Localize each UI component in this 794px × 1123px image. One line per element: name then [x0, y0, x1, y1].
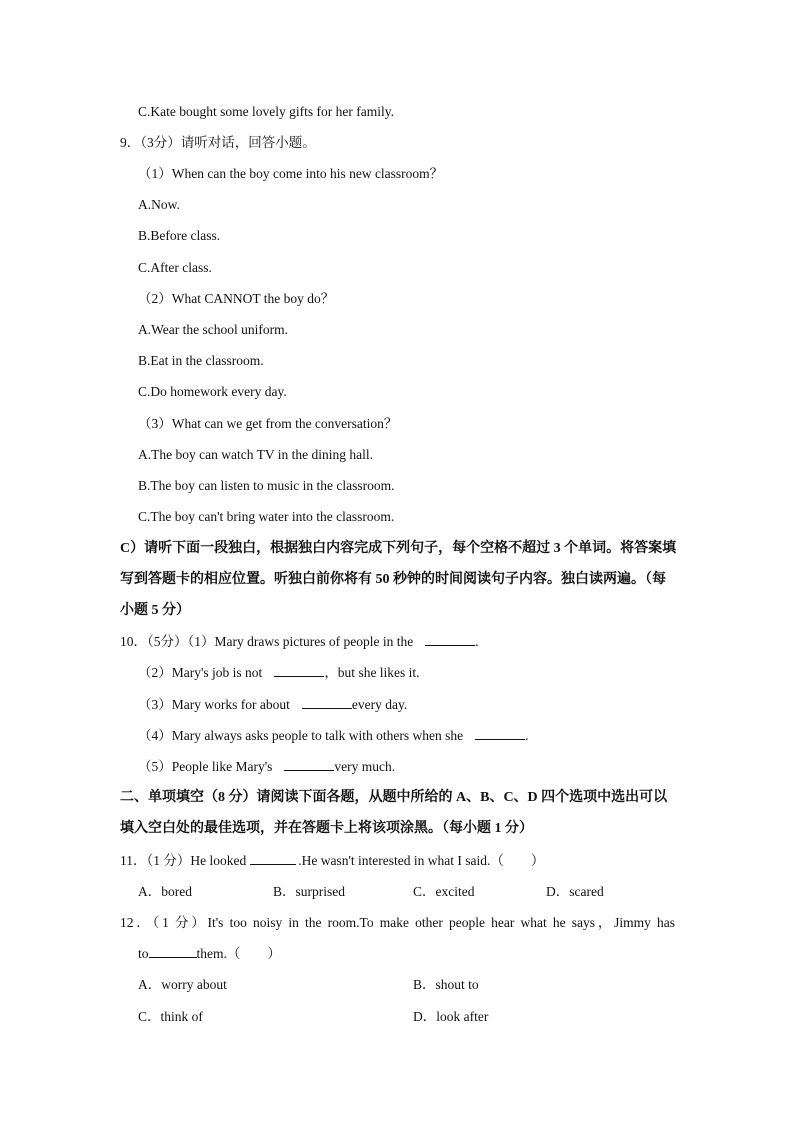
- q11-option-b: B．surprised: [273, 884, 345, 899]
- q11-stem-end: .He wasn't interested in what I said.（ ）: [298, 853, 545, 868]
- answer-blank: [475, 727, 525, 740]
- q10-sentence-2: [138, 664, 420, 682]
- section-2-instruction-line1: 二、单项填空（8 分）请阅读下面各题，从题中所给的 A、B、C、D 四个选项中选出可以: [120, 790, 668, 805]
- q12-option-a: A．worry about: [138, 977, 227, 992]
- q10-s5-end: very much.: [334, 759, 396, 774]
- q9-sub1-option-b: B.Before class.: [138, 228, 221, 243]
- q11-stem-text: 11．（1 分）He looked: [120, 853, 247, 868]
- answer-blank: [284, 758, 334, 771]
- q10-s3-end: every day.: [351, 697, 408, 712]
- section-c-instruction-line1: C）请听下面一段独白，根据独白内容完成下列句子，每个空格不超过 3 个单词。将答案填: [120, 541, 677, 556]
- q10-sentence-3: [138, 696, 407, 714]
- q12-option-c: C．think of: [138, 1009, 203, 1024]
- q10-s1-text: 10．（5分）（1）Mary draws pictures of people in the: [120, 634, 414, 649]
- q12-stem-end: them.（ ）: [196, 946, 281, 961]
- q9-sub3-option-a: A.The boy can watch TV in the dining hall.: [138, 447, 373, 462]
- section-c-instruction-line2: 写到答题卡的相应位置。听独白前你将有 50 秒钟的时间阅读句子内容。独白读两遍。（每: [120, 572, 666, 587]
- q11-option-d: D．scared: [546, 884, 604, 899]
- q9-sub2-stem: （2）What CANNOT the boy do？: [138, 291, 335, 306]
- q10-s4-text: （4）Mary always asks people to talk with others when she: [138, 728, 464, 743]
- q12-option-b: B．shout to: [413, 977, 479, 992]
- q12-stem-text: to: [138, 946, 149, 961]
- q12-option-d: D．look after: [413, 1009, 489, 1024]
- answer-blank: [302, 696, 352, 709]
- q10-sentence-4: [138, 727, 528, 745]
- q9-sub3-stem: （3）What can we get from the conversation？: [138, 416, 398, 431]
- section-c-instruction-line3: 小题 5 分）: [120, 603, 190, 618]
- q10-s1-end: .: [475, 634, 479, 649]
- answer-blank: [425, 633, 475, 646]
- q9-sub2-option-b: B.Eat in the classroom.: [138, 353, 264, 368]
- q9-sub3-option-b: B.The boy can listen to music in the classroom.: [138, 478, 395, 493]
- q9-sub2-option-c: C.Do homework every day.: [138, 384, 287, 399]
- answer-blank: [250, 852, 296, 865]
- q8-option-c: C.Kate bought some lovely gifts for her family.: [138, 104, 394, 119]
- section-2-instruction-line2: 填入空白处的最佳选项，并在答题卡上将该项涂黑。（每小题 1 分）: [120, 821, 533, 836]
- q12-stem-line2: [138, 945, 281, 963]
- q9-sub1-option-c: C.After class.: [138, 260, 212, 275]
- q9-sub1-stem: （1）When can the boy come into his new classroom？: [138, 166, 444, 181]
- q10-s4-end: .: [525, 728, 529, 743]
- q10-s2-end: ，but she likes it.: [324, 665, 420, 680]
- q10-sentence-5: [138, 758, 395, 776]
- q10-sentence-1: [120, 633, 479, 651]
- answer-blank: [149, 945, 197, 958]
- q9-sub1-option-a: A.Now.: [138, 197, 180, 212]
- q12-stem-line1: 12．（1 分）It's too noisy in the room.To make other people hear what he says，Jimmy has: [120, 915, 675, 930]
- q10-s5-text: （5）People like Mary's: [138, 759, 273, 774]
- q11-stem: [120, 852, 544, 870]
- q10-s3-text: （3）Mary works for about: [138, 697, 290, 712]
- q9-header: 9．（3分）请听对话，回答小题。: [120, 135, 316, 150]
- q9-sub2-option-a: A.Wear the school uniform.: [138, 322, 288, 337]
- q10-s2-text: （2）Mary's job is not: [138, 665, 263, 680]
- q11-option-c: C．excited: [413, 884, 475, 899]
- q11-option-a: A．bored: [138, 884, 192, 899]
- answer-blank: [274, 664, 324, 677]
- q9-sub3-option-c: C.The boy can't bring water into the classroom.: [138, 509, 395, 524]
